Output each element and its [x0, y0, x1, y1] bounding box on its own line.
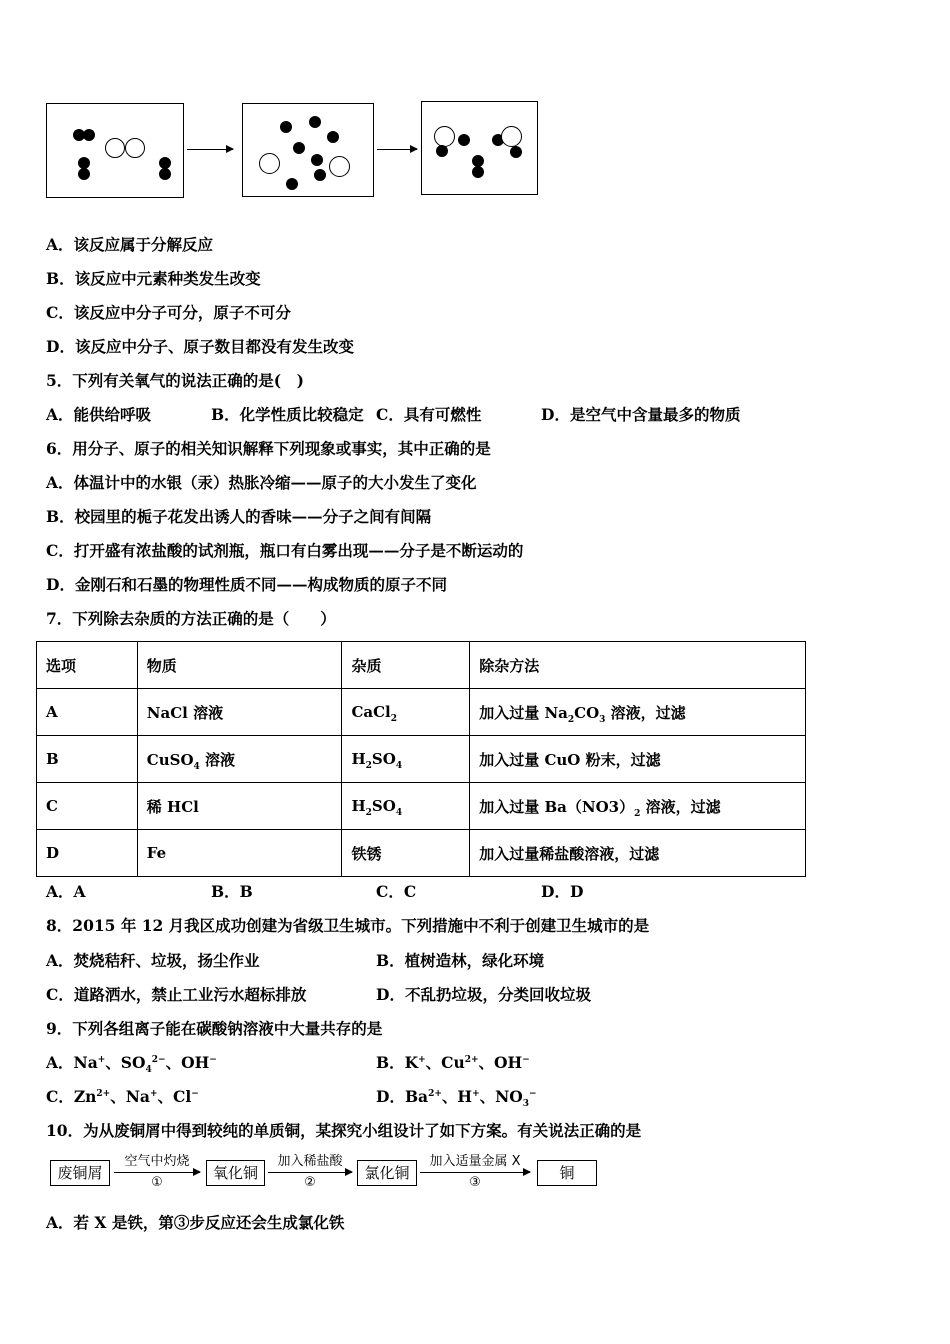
diagram-middle-box — [242, 103, 374, 197]
atom-black — [458, 134, 470, 146]
q7-answer-a: A．A — [46, 882, 86, 901]
table-cell: 加入过量 CuO 粉末，过滤 — [470, 736, 806, 783]
table-row — [37, 689, 806, 736]
atom-black — [293, 142, 305, 154]
q9-option-b: B．K+、$Cu^{2+}$、OH− — [376, 1053, 530, 1072]
atom-black — [83, 129, 95, 141]
flow-arrow-1 — [114, 1172, 200, 1173]
q5-stem: 5．下列有关氧气的说法正确的是( ) — [46, 371, 304, 390]
table-cell: NaCl 溶液 — [137, 689, 342, 736]
q7-answer-c: C．C — [376, 882, 417, 901]
atom-black — [436, 145, 448, 157]
q5-option-a: A．能供给呼吸 — [46, 405, 152, 424]
q10-option-a: A．若 X 是铁，第③步反应还会生成氯化铁 — [46, 1213, 345, 1232]
table-header-row — [37, 642, 806, 689]
q9-option-c: C．$Zn^{2+}$、Na+、Cl− — [46, 1087, 199, 1106]
flow-step-number: ③ — [469, 1175, 481, 1190]
q7-table — [36, 641, 806, 877]
q6-option-d: D．金刚石和石墨的物理性质不同——构成物质的原子不同 — [46, 575, 447, 594]
atom-black — [280, 121, 292, 133]
flow-box-copper-chloride: 氯化铜 — [357, 1160, 417, 1186]
diagram-arrow-2 — [377, 149, 417, 150]
atom-white — [501, 126, 522, 147]
flow-step-number: ① — [151, 1175, 163, 1190]
q8-stem: 8．2015 年 12 月我区成功创建为省级卫生城市。下列措施中不利于创建卫生城市的是 — [46, 916, 650, 935]
q4-option-a: A．该反应属于分解反应 — [46, 235, 214, 254]
table-cell: 铁锈 — [342, 830, 470, 877]
table-cell: C — [37, 783, 138, 830]
q7-answer-b: B．B — [211, 882, 253, 901]
q10-stem: 10．为从废铜屑中得到较纯的单质铜，某探究小组设计了如下方案。有关说法正确的是 — [46, 1121, 642, 1140]
diagram-before-box — [46, 103, 184, 198]
table-row — [37, 783, 806, 830]
q8-option-b: B．植树造林，绿化环境 — [376, 951, 545, 970]
table-row — [37, 830, 806, 877]
q6-option-b: B．校园里的栀子花发出诱人的香味——分子之间有间隔 — [46, 507, 432, 526]
table-cell: 加入过量 $Ba(NO3)_2$ 溶液，过滤 — [470, 783, 806, 830]
flow-box-copper-oxide: 氧化铜 — [206, 1160, 265, 1186]
atom-white — [259, 153, 280, 174]
q9-stem: 9．下列各组离子能在碳酸钠溶液中大量共存的是 — [46, 1019, 383, 1038]
atom-black — [472, 166, 484, 178]
table-header: 杂质 — [342, 642, 470, 689]
table-cell: $H_2SO_4$ — [342, 736, 470, 783]
table-cell: CaCl$_2$ — [342, 689, 470, 736]
atom-black — [327, 131, 339, 143]
table-cell: CuSO$_4$ 溶液 — [137, 736, 342, 783]
atom-black — [510, 146, 522, 158]
q8-option-d: D．不乱扔垃圾，分类回收垃圾 — [376, 985, 591, 1004]
q6-stem: 6．用分子、原子的相关知识解释下列现象或事实，其中正确的是 — [46, 439, 491, 458]
atom-black — [314, 169, 326, 181]
q9-option-d: D．$Ba^{2+}$、H+、$NO_3^-$ — [376, 1087, 537, 1110]
atom-black — [286, 178, 298, 190]
table-cell: D — [37, 830, 138, 877]
q4-option-d: D．该反应中分子、原子数目都没有发生改变 — [46, 337, 354, 356]
diagram-after-box — [421, 101, 538, 195]
q8-option-a: A．焚烧秸秆、垃圾，扬尘作业 — [46, 951, 260, 970]
atom-black — [78, 168, 90, 180]
flow-step-label: 空气中灼烧 — [124, 1154, 190, 1169]
atom-black — [309, 116, 321, 128]
q4-option-b: B．该反应中元素种类发生改变 — [46, 269, 261, 288]
q5-option-c: C．具有可燃性 — [376, 405, 482, 424]
flow-arrow-3 — [420, 1172, 530, 1173]
table-header: 除杂方法 — [470, 642, 806, 689]
q6-option-a: A．体温计中的水银（汞）热胀冷缩——原子的大小发生了变化 — [46, 473, 477, 492]
atom-black — [159, 168, 171, 180]
flow-step-label: 加入适量金属 X — [429, 1154, 521, 1169]
atom-white — [434, 126, 455, 147]
q6-option-c: C．打开盛有浓盐酸的试剂瓶，瓶口有白雾出现——分子是不断运动的 — [46, 541, 524, 560]
q8-option-c: C．道路洒水，禁止工业污水超标排放 — [46, 985, 307, 1004]
q4-option-c: C．该反应中分子可分，原子不可分 — [46, 303, 291, 322]
q5-option-d: D．是空气中含量最多的物质 — [541, 405, 741, 424]
table-cell: $H_2SO_4$ — [342, 783, 470, 830]
q7-answer-d: D．D — [541, 882, 584, 901]
table-row — [37, 736, 806, 783]
table-cell: B — [37, 736, 138, 783]
q5-option-b: B．化学性质比较稳定 — [211, 405, 364, 424]
q9-option-a: A．Na+、$SO_4^{2-}$、OH− — [46, 1053, 217, 1076]
atom-white — [329, 156, 350, 177]
diagram-arrow-1 — [187, 149, 233, 150]
atom-white — [105, 138, 125, 158]
q7-stem: 7．下列除去杂质的方法正确的是（ ） — [46, 609, 336, 628]
table-cell: A — [37, 689, 138, 736]
flow-step-number: ② — [304, 1175, 316, 1190]
flow-box-copper: 铜 — [537, 1160, 597, 1186]
table-cell: 加入过量 $Na_2CO_3$ 溶液，过滤 — [470, 689, 806, 736]
table-cell: Fe — [137, 830, 342, 877]
table-header: 选项 — [37, 642, 138, 689]
table-cell: 加入过量稀盐酸溶液，过滤 — [470, 830, 806, 877]
atom-black — [311, 154, 323, 166]
table-cell: 稀 HCl — [137, 783, 342, 830]
atom-white — [125, 138, 145, 158]
table-header: 物质 — [137, 642, 342, 689]
flow-box-scrap-copper: 废铜屑 — [50, 1160, 110, 1186]
flow-step-label: 加入稀盐酸 — [277, 1154, 343, 1169]
flow-arrow-2 — [268, 1172, 352, 1173]
